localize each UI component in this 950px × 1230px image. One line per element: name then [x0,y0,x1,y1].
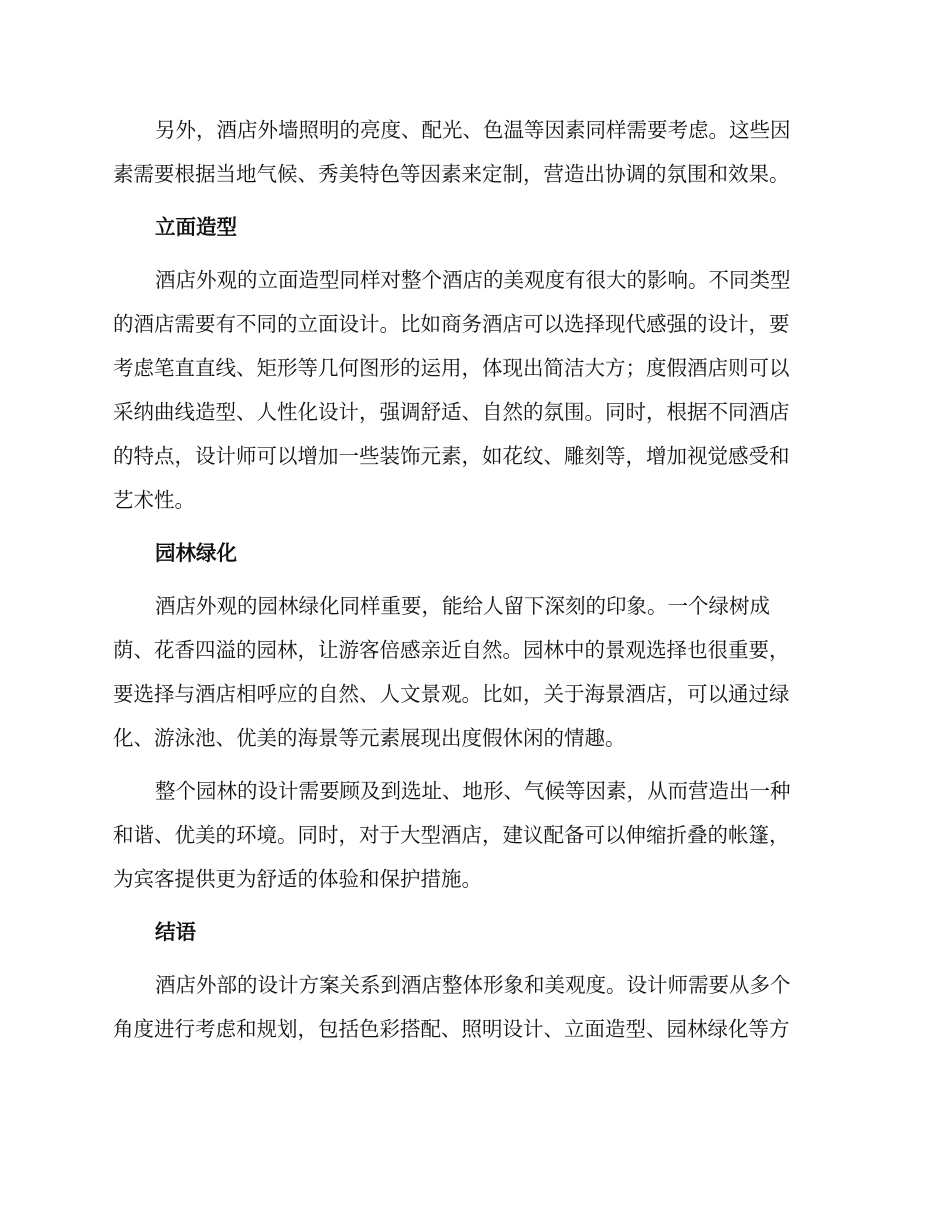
paragraph-facade [113,258,833,522]
text-line: 另外，酒店外墙照明的亮度、配光、色温等因素同样需要考虑。这些因 [155,118,791,142]
text-line: 整个园林的设计需要顾及到选址、地形、气候等因素，从而营造出一种 [155,779,791,803]
text-line: 角度进行考虑和规划，包括色彩搭配、照明设计、立面造型、园林绿化等方 [113,1017,790,1041]
text-line: 酒店外观的园林绿化同样重要，能给人留下深刻的印象。一个绿树成 [155,594,770,618]
paragraph-conclusion [113,963,833,1051]
text-line: 的酒店需要有不同的立面设计。比如商务酒店可以选择现代感强的设计，要 [113,312,790,336]
paragraph-landscaping [113,584,833,760]
document-page [113,108,833,1051]
text-line: 艺术性。 [113,488,195,512]
paragraph-lighting [113,108,833,196]
text-line: 荫、花香四溢的园林，让游客倍感亲近自然。园林中的景观选择也很重要， [113,638,790,662]
section-heading-landscaping: 园林绿化 [155,541,237,565]
text-line: 的特点，设计师可以增加一些装饰元素，如花纹、雕刻等，增加视觉感受和 [113,444,790,468]
text-line: 酒店外观的立面造型同样对整个酒店的美观度有很大的影响。不同类型 [155,268,791,292]
text-line: 为宾客提供更为舒适的体验和保护措施。 [113,867,482,891]
text-line: 酒店外部的设计方案关系到酒店整体形象和美观度。设计师需要从多个 [155,973,791,997]
text-line: 采纳曲线造型、人性化设计，强调舒适、自然的氛围。同时，根据不同酒店 [113,400,790,424]
section-heading-conclusion: 结语 [155,920,196,944]
paragraph-garden-design [113,769,833,901]
text-line: 和谐、优美的环境。同时，对于大型酒店，建议配备可以伸缩折叠的帐篷， [113,823,790,847]
section-heading-facade: 立面造型 [155,215,237,239]
text-line: 考虑笔直直线、矩形等几何图形的运用，体现出简洁大方；度假酒店则可以 [113,356,790,380]
text-line: 化、游泳池、优美的海景等元素展现出度假休闲的情趣。 [113,726,626,750]
text-line: 素需要根据当地气候、秀美特色等因素来定制，营造出协调的氛围和效果。 [113,162,790,186]
text-line: 要选择与酒店相呼应的自然、人文景观。比如，关于海景酒店，可以通过绿 [113,682,790,706]
